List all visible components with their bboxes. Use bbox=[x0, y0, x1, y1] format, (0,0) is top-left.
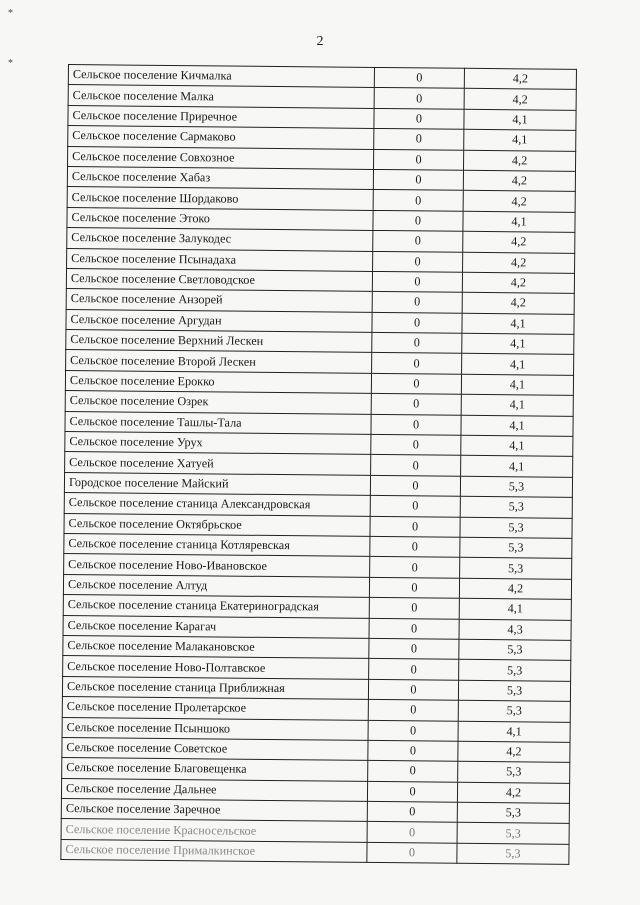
settlement-name-cell: Сельское поселение Урух bbox=[65, 432, 371, 455]
value-b-cell: 4,2 bbox=[463, 231, 575, 252]
value-a-cell: 0 bbox=[369, 638, 459, 659]
value-b-cell: 4,1 bbox=[461, 395, 573, 416]
value-b-cell: 4,1 bbox=[464, 109, 576, 130]
value-b-cell: 4,1 bbox=[464, 129, 576, 150]
settlement-name-cell: Сельское поселение Озрек bbox=[65, 391, 371, 414]
settlement-name-cell: Сельское поселение Малка bbox=[68, 85, 374, 108]
settlement-name-cell: Сельское поселение Алтуд bbox=[63, 574, 369, 597]
value-a-cell: 0 bbox=[373, 169, 463, 190]
value-a-cell: 0 bbox=[368, 720, 458, 741]
value-a-cell: 0 bbox=[371, 394, 461, 415]
value-b-cell: 5,3 bbox=[460, 537, 572, 558]
value-b-cell: 4,2 bbox=[463, 150, 575, 171]
settlement-name-cell: Сельское поселение станица Екатериноградская bbox=[63, 595, 369, 618]
settlements-table-body bbox=[61, 65, 577, 865]
settlement-name-cell: Сельское поселение Второй Лескен bbox=[66, 350, 372, 373]
value-b-cell: 4,2 bbox=[463, 252, 575, 273]
value-a-cell: 0 bbox=[367, 781, 457, 802]
margin-mark: * bbox=[8, 8, 13, 19]
settlement-name-cell: Сельское поселение станица Александровская bbox=[64, 493, 370, 516]
value-a-cell: 0 bbox=[372, 312, 462, 333]
value-b-cell: 5,3 bbox=[459, 639, 571, 660]
value-a-cell: 0 bbox=[370, 557, 460, 578]
value-b-cell: 5,3 bbox=[460, 496, 572, 517]
value-a-cell: 0 bbox=[374, 108, 464, 129]
settlement-name-cell: Сельское поселение Благовещенка bbox=[62, 758, 368, 781]
value-b-cell: 4,2 bbox=[464, 89, 576, 110]
settlement-name-cell: Сельское поселение Дальнее bbox=[61, 778, 367, 801]
value-b-cell: 4,1 bbox=[459, 598, 571, 619]
settlement-name-cell: Сельское поселение Этоко bbox=[67, 207, 373, 230]
settlements-table bbox=[60, 64, 577, 865]
settlement-name-cell: Сельское поселение Хабаз bbox=[67, 166, 373, 189]
value-b-cell: 4,1 bbox=[458, 721, 570, 742]
value-b-cell: 4,1 bbox=[461, 456, 573, 477]
value-b-cell: 5,3 bbox=[460, 517, 572, 538]
value-a-cell: 0 bbox=[369, 618, 459, 639]
settlement-name-cell: Сельское поселение Приречное bbox=[68, 105, 374, 128]
value-b-cell: 4,2 bbox=[458, 741, 570, 762]
value-a-cell: 0 bbox=[369, 659, 459, 680]
value-a-cell: 0 bbox=[374, 67, 464, 88]
settlement-name-cell: Городское поселение Майский bbox=[64, 472, 370, 495]
settlement-name-cell: Сельское поселение Совхозное bbox=[68, 146, 374, 169]
settlement-name-cell: Сельское поселение Ташлы-Тала bbox=[65, 411, 371, 434]
settlement-name-cell: Сельское поселение Аргудан bbox=[66, 309, 372, 332]
value-a-cell: 0 bbox=[370, 496, 460, 517]
value-b-cell: 4,1 bbox=[462, 333, 574, 354]
value-a-cell: 0 bbox=[368, 700, 458, 721]
value-b-cell: 4,1 bbox=[462, 354, 574, 375]
value-a-cell: 0 bbox=[368, 761, 458, 782]
settlement-name-cell: Сельское поселение Шордаково bbox=[67, 187, 373, 210]
value-a-cell: 0 bbox=[370, 536, 460, 557]
settlement-name-cell: Сельское поселение Сармаково bbox=[68, 126, 374, 149]
value-b-cell: 5,3 bbox=[457, 823, 569, 844]
value-a-cell: 0 bbox=[372, 271, 462, 292]
value-b-cell: 5,3 bbox=[458, 680, 570, 701]
value-b-cell: 5,3 bbox=[460, 558, 572, 579]
value-b-cell: 4,2 bbox=[459, 578, 571, 599]
margin-mark: * bbox=[8, 58, 13, 69]
settlement-name-cell: Сельское поселение Пролетарское bbox=[62, 697, 368, 720]
value-a-cell: 0 bbox=[373, 190, 463, 211]
value-b-cell: 5,3 bbox=[458, 700, 570, 721]
value-a-cell: 0 bbox=[374, 88, 464, 109]
value-b-cell: 4,2 bbox=[463, 170, 575, 191]
settlement-name-cell: Сельское поселение Советское bbox=[62, 737, 368, 760]
value-b-cell: 4,2 bbox=[463, 191, 575, 212]
settlement-name-cell: Сельское поселение Карагач bbox=[63, 615, 369, 638]
value-a-cell: 0 bbox=[367, 842, 457, 863]
value-b-cell: 5,3 bbox=[460, 476, 572, 497]
settlement-name-cell: Сельское поселение Кичмалка bbox=[68, 65, 374, 88]
value-b-cell: 4,1 bbox=[461, 415, 573, 436]
settlement-name-cell: Сельское поселение Красносельское bbox=[61, 819, 367, 842]
value-a-cell: 0 bbox=[371, 455, 461, 476]
settlement-name-cell: Сельское поселение станица Приближная bbox=[62, 676, 368, 699]
settlement-name-cell: Сельское поселение Октябрьское bbox=[64, 513, 370, 536]
settlement-name-cell: Сельское поселение Ерокко bbox=[65, 370, 371, 393]
settlement-name-cell: Сельское поселение Ново-Ивановское bbox=[64, 554, 370, 577]
page-number: 2 bbox=[316, 34, 324, 49]
value-a-cell: 0 bbox=[372, 333, 462, 354]
value-b-cell: 5,3 bbox=[457, 802, 569, 823]
settlement-name-cell: Сельское поселение Светловодское bbox=[66, 268, 372, 291]
value-b-cell: 4,2 bbox=[464, 68, 576, 89]
value-b-cell: 4,2 bbox=[457, 782, 569, 803]
value-a-cell: 0 bbox=[374, 129, 464, 150]
value-a-cell: 0 bbox=[368, 679, 458, 700]
value-b-cell: 4,3 bbox=[459, 619, 571, 640]
value-b-cell: 4,2 bbox=[462, 272, 574, 293]
value-a-cell: 0 bbox=[367, 801, 457, 822]
value-b-cell: 5,3 bbox=[458, 762, 570, 783]
settlement-name-cell: Сельское поселение Заречное bbox=[61, 799, 367, 822]
settlement-name-cell: Сельское поселение Залукодес bbox=[67, 228, 373, 251]
value-a-cell: 0 bbox=[373, 210, 463, 231]
value-a-cell: 0 bbox=[371, 434, 461, 455]
value-a-cell: 0 bbox=[369, 598, 459, 619]
value-b-cell: 4,1 bbox=[461, 435, 573, 456]
settlement-name-cell: Сельское поселение Малакановское bbox=[63, 635, 369, 658]
settlement-name-cell: Сельское поселение Ново-Полтавское bbox=[63, 656, 369, 679]
value-a-cell: 0 bbox=[370, 475, 460, 496]
value-b-cell: 4,1 bbox=[463, 211, 575, 232]
value-b-cell: 5,3 bbox=[459, 660, 571, 681]
value-a-cell: 0 bbox=[372, 353, 462, 374]
value-a-cell: 0 bbox=[371, 373, 461, 394]
table-row bbox=[61, 839, 569, 864]
settlement-name-cell: Сельское поселение Псыншоко bbox=[62, 717, 368, 740]
settlement-name-cell: Сельское поселение Прималкинское bbox=[61, 839, 367, 862]
value-a-cell: 0 bbox=[369, 577, 459, 598]
settlement-name-cell: Сельское поселение Верхний Лескен bbox=[66, 330, 372, 353]
settlement-name-cell: Сельское поселение Хатуей bbox=[65, 452, 371, 475]
settlements-table-wrapper bbox=[60, 64, 577, 865]
value-a-cell: 0 bbox=[373, 251, 463, 272]
value-b-cell: 5,3 bbox=[457, 843, 569, 864]
value-a-cell: 0 bbox=[371, 414, 461, 435]
value-b-cell: 4,2 bbox=[462, 293, 574, 314]
settlement-name-cell: Сельское поселение станица Котляревская bbox=[64, 533, 370, 556]
settlement-name-cell: Сельское поселение Анзорей bbox=[66, 289, 372, 312]
value-a-cell: 0 bbox=[373, 231, 463, 252]
settlement-name-cell: Сельское поселение Псынадаха bbox=[67, 248, 373, 271]
value-a-cell: 0 bbox=[368, 740, 458, 761]
value-b-cell: 4,1 bbox=[462, 313, 574, 334]
value-b-cell: 4,1 bbox=[461, 374, 573, 395]
value-a-cell: 0 bbox=[367, 822, 457, 843]
value-a-cell: 0 bbox=[374, 149, 464, 170]
value-a-cell: 0 bbox=[372, 292, 462, 313]
value-a-cell: 0 bbox=[370, 516, 460, 537]
